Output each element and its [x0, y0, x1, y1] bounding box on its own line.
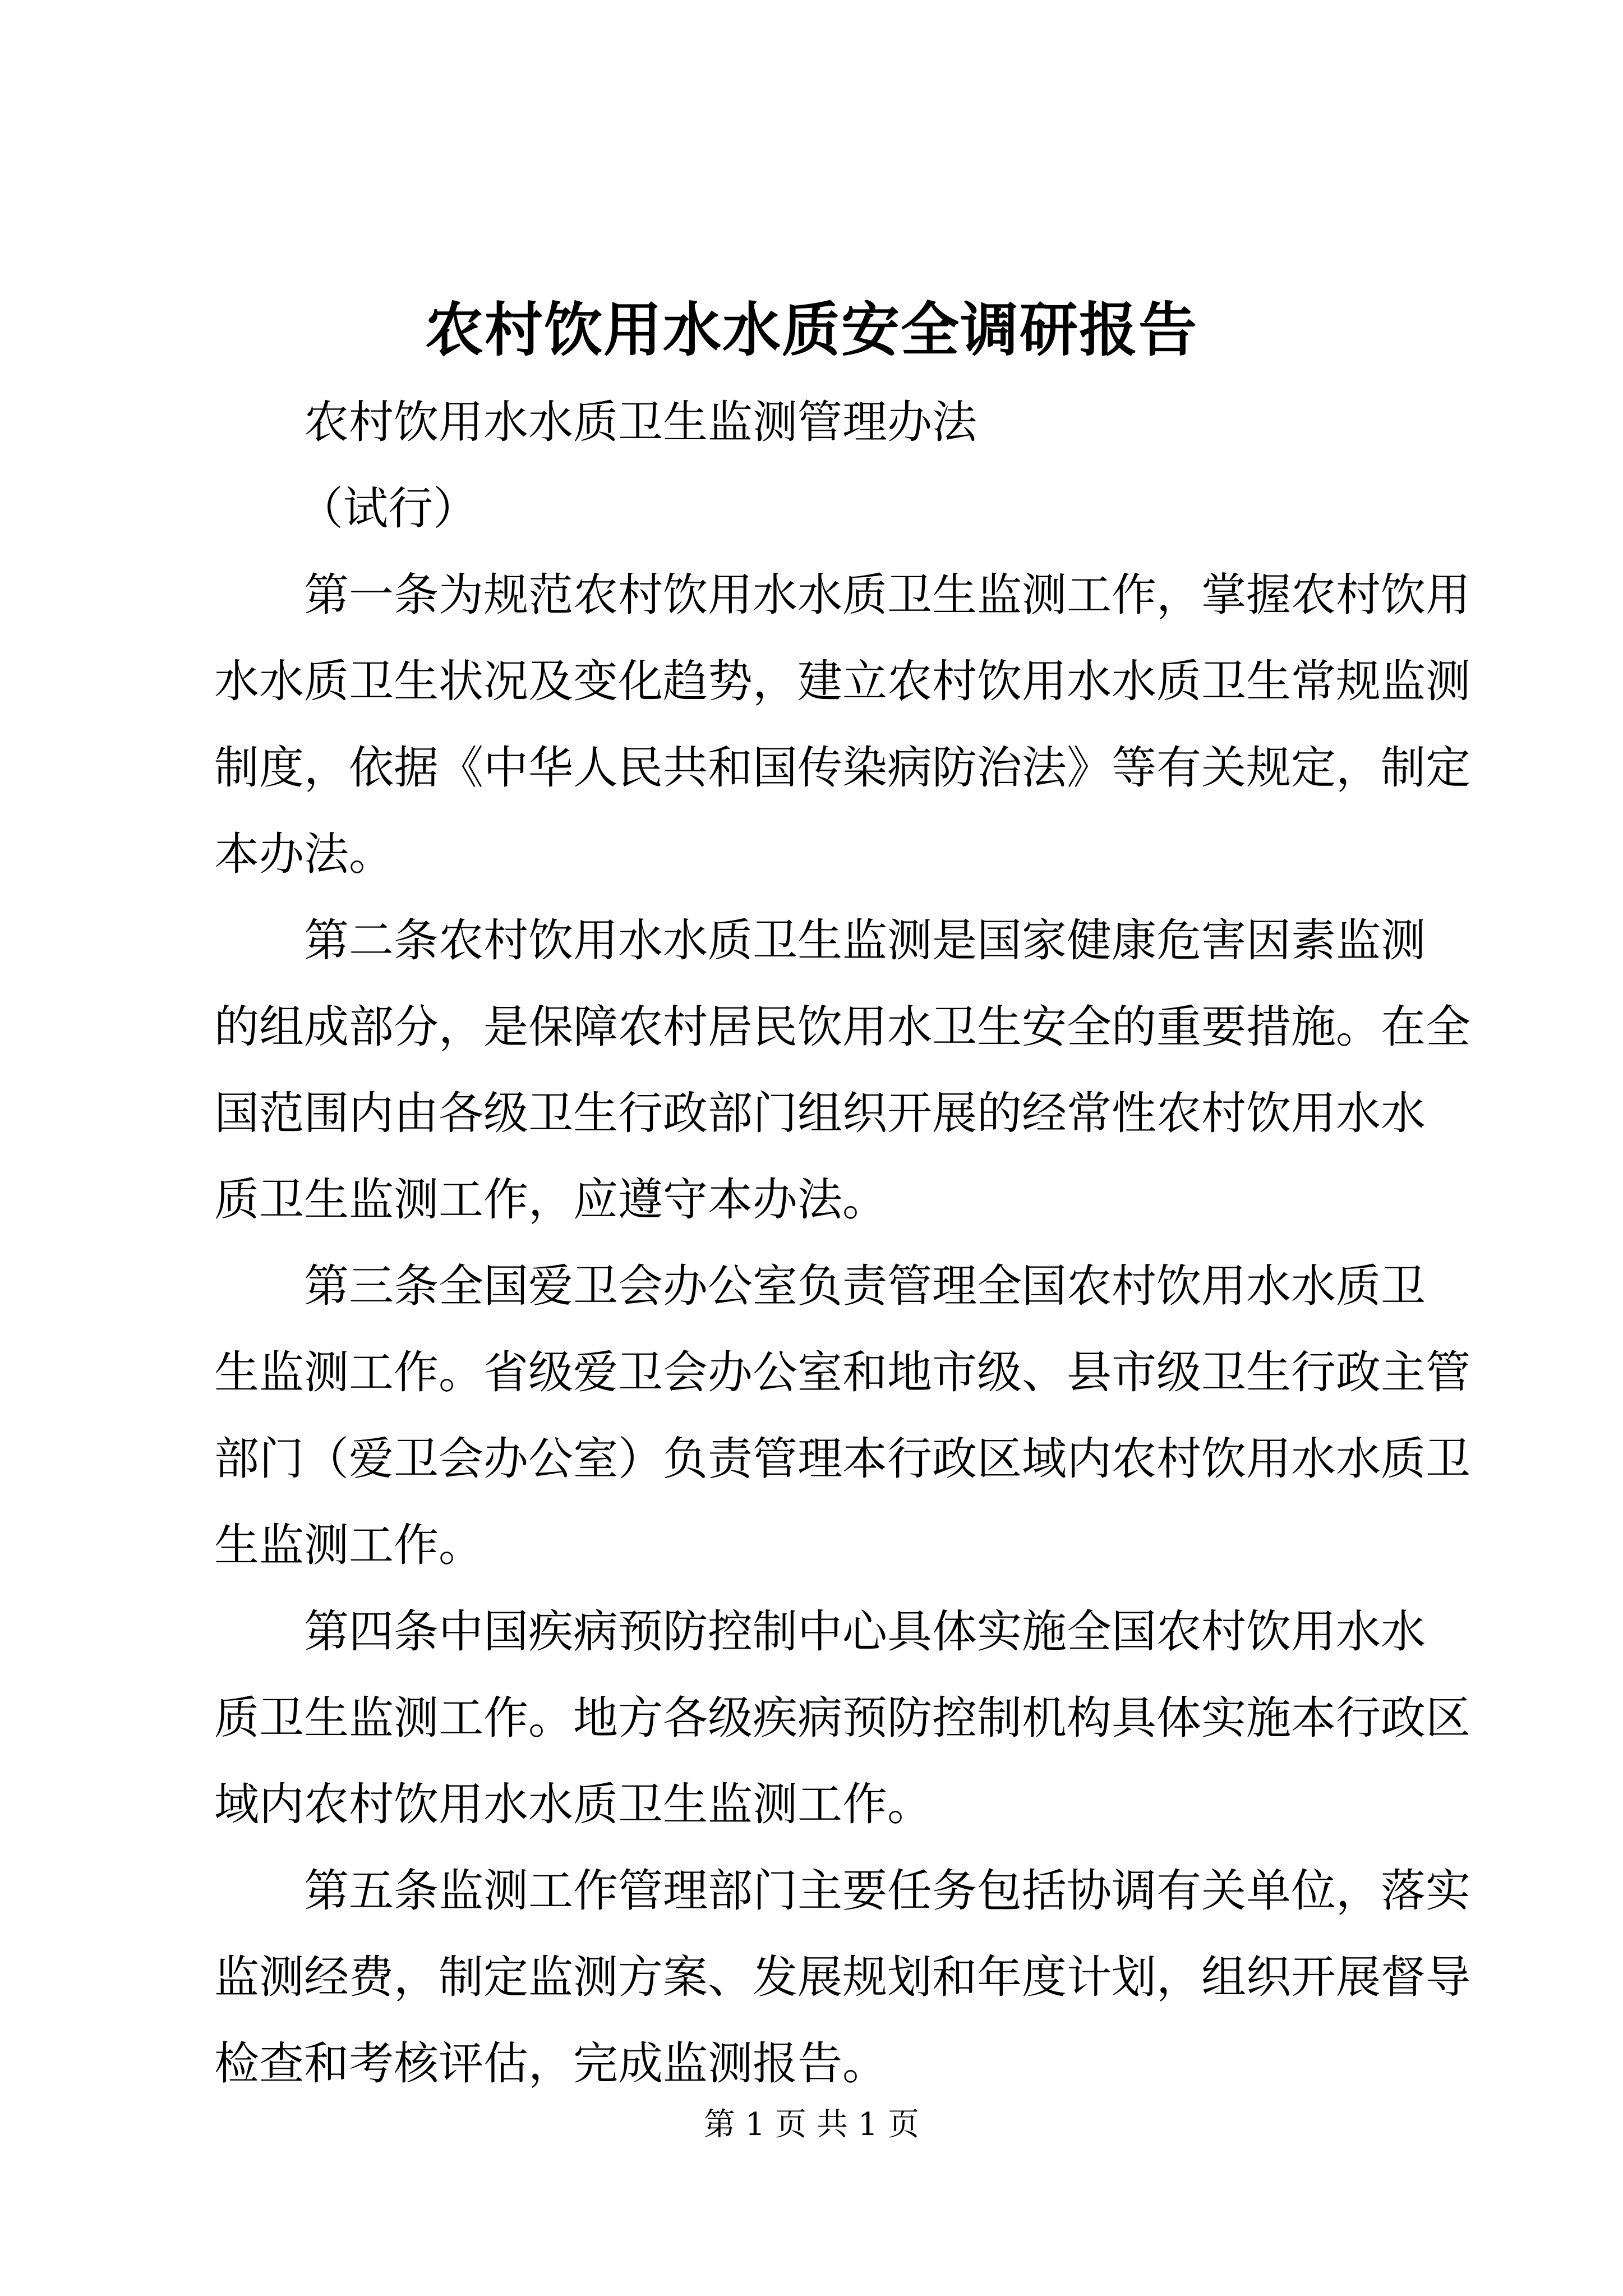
paragraph-line: 生监测工作。省级爱卫会办公室和地市级、县市级卫生行政主管: [214, 1346, 1470, 1398]
paragraph-article-1: [214, 552, 1470, 898]
page-footer: 第 1 页 共 1 页: [703, 2106, 920, 2143]
paragraph-line: 部门（爱卫会办公室）负责管理本行政区域内农村饮用水水质卫: [214, 1433, 1470, 1485]
document-subtitle-note: （试行）: [298, 482, 478, 535]
paragraph-article-5: [214, 1848, 1470, 2107]
paragraph-line: 的组成部分，是保障农村居民饮用水卫生安全的重要措施。在全: [214, 1001, 1470, 1053]
paragraph-article-3: [214, 1243, 1470, 1589]
paragraph-line: 第三条全国爱卫会办公室负责管理全国农村饮用水水质卫: [304, 1260, 1426, 1312]
paragraph-line: 水水质卫生状况及变化趋势，建立农村饮用水水质卫生常规监测: [214, 655, 1470, 707]
paragraph-line: 生监测工作。: [214, 1519, 483, 1571]
paragraph-line: 第四条中国疾病预防控制中心具体实施全国农村饮用水水: [304, 1605, 1426, 1658]
paragraph-line: 第一条为规范农村饮用水水质卫生监测工作，掌握农村饮用: [304, 569, 1470, 621]
paragraph-line: 国范围内由各级卫生行政部门组织开展的经常性农村饮用水水: [214, 1087, 1426, 1139]
paragraph-line: 域内农村饮用水水质卫生监测工作。: [214, 1778, 932, 1830]
paragraph-line: 监测经费，制定监测方案、发展规划和年度计划，组织开展督导: [214, 1951, 1470, 2003]
paragraph-line: 第五条监测工作管理部门主要任务包括协调有关单位，落实: [304, 1865, 1470, 1917]
paragraph-line: 检查和考核评估，完成监测报告。: [214, 2037, 887, 2090]
paragraph-line: 第二条农村饮用水水质卫生监测是国家健康危害因素监测: [304, 914, 1426, 967]
paragraph-line: 本办法。: [214, 828, 394, 880]
paragraph-line: 质卫生监测工作。地方各级疾病预防控制机构具体实施本行政区: [214, 1692, 1470, 1744]
paragraph-article-4: [214, 1589, 1470, 1848]
paragraph-line: 制度，依据《中华人民共和国传染病防治法》等有关规定，制定: [214, 742, 1470, 794]
document-body: [214, 379, 1470, 2107]
document-subtitle: 农村饮用水水质卫生监测管理办法: [304, 396, 977, 448]
document-title: 农村饮用水水质安全调研报告: [425, 295, 1198, 364]
paragraph-line: 质卫生监测工作，应遵守本办法。: [214, 1174, 887, 1226]
paragraph-article-2: [214, 898, 1470, 1243]
